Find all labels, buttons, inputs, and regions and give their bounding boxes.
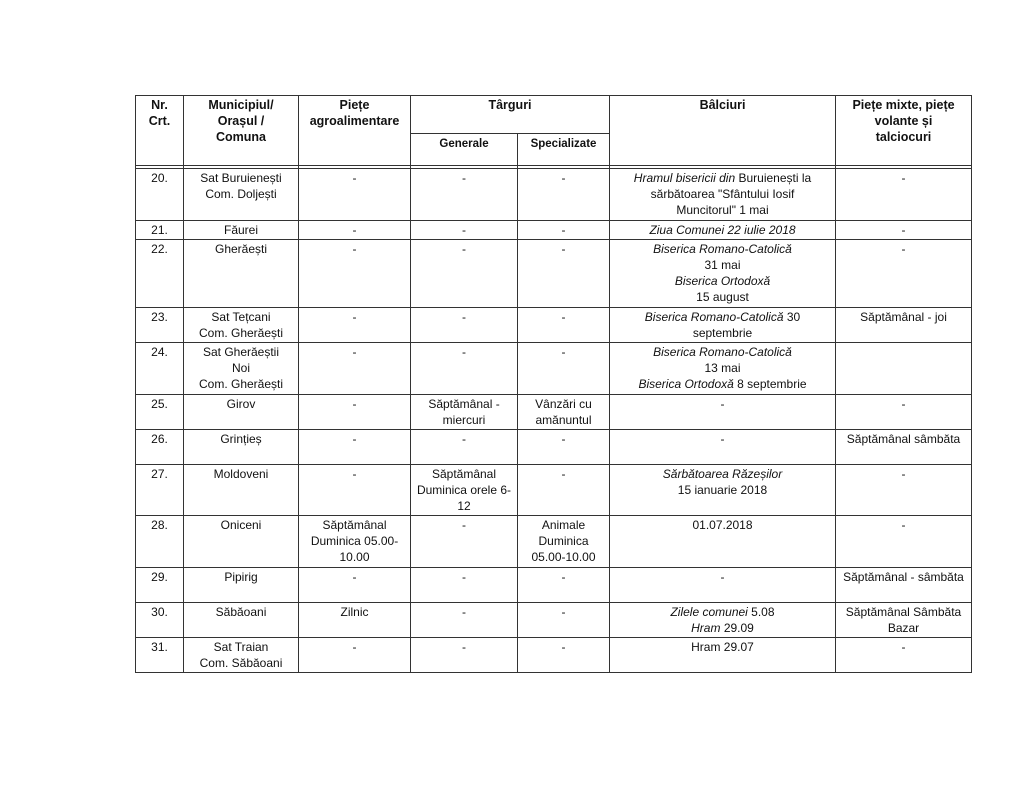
balci-cell: 01.07.2018 bbox=[610, 516, 836, 568]
balci-cell: - bbox=[610, 430, 836, 465]
balci-cell: Biserica Romano-Catolică 31 mai Biserica Ortodoxă 15 august bbox=[610, 240, 836, 308]
balci-cell: Ziua Comunei 22 iulie 2018 bbox=[610, 221, 836, 240]
table-row: 25. Girov - Săptămânal - miercuri Vânzări cu amănuntul - - bbox=[136, 395, 972, 430]
table-row: 27. Moldoveni - Săptămânal Duminica orele 6-12 - Sărbătoarea Răzeșilor 15 ianuarie 2018 - bbox=[136, 465, 972, 516]
balci-cell: Hram 29.07 bbox=[610, 638, 836, 673]
header-balciuri: Bâlciuri bbox=[610, 96, 836, 166]
header-targuri: Târguri bbox=[411, 96, 610, 134]
table-row: 26. Grințieș - - - - Săptămânal sâmbăta bbox=[136, 430, 972, 465]
balci-cell: Zilele comunei 5.08 Hram 29.09 bbox=[610, 603, 836, 638]
header-specializate: Specializate bbox=[518, 134, 610, 166]
header-nr: Nr. Crt. bbox=[136, 96, 184, 166]
balci-cell: - bbox=[610, 568, 836, 603]
table-row: 31. Sat Traian Com. Săbăoani - - - Hram 29.07 - bbox=[136, 638, 972, 673]
table-row: 28. Oniceni Săptămânal Duminica 05.00-10.00 - Animale Duminica 05.00-10.00 01.07.2018 - bbox=[136, 516, 972, 568]
table-row: 20. Sat Buruienești Com. Doljești - - - Hramul bisericii din Buruienești la sărbătoarea "Sfântului Iosif Muncitorul" 1 mai - bbox=[136, 169, 972, 221]
table-row: 30. Săbăoani Zilnic - - Zilele comunei 5.08 Hram 29.09 Săptămânal Sâmbăta Bazar bbox=[136, 603, 972, 638]
balci-cell: - bbox=[610, 395, 836, 430]
table-row: 23. Sat Tețcani Com. Gherăești - - - Biserica Romano-Catolică 30 septembrie Săptămânal - joi bbox=[136, 308, 972, 343]
header-municipiu: Municipiul/ Orașul / Comuna bbox=[184, 96, 299, 166]
balci-cell: Hramul bisericii din Buruienești la sărbătoarea "Sfântului Iosif Muncitorul" 1 mai bbox=[610, 169, 836, 221]
header-piete-mixte: Piețe mixte, piețe volante și talciocuri bbox=[836, 96, 972, 166]
fairs-markets-table bbox=[135, 95, 972, 673]
balci-cell: Sărbătoarea Răzeșilor 15 ianuarie 2018 bbox=[610, 465, 836, 516]
balci-cell: Biserica Romano-Catolică 13 mai Biserica Ortodoxă 8 septembrie bbox=[610, 343, 836, 395]
table-row: 21. Făurei - - - Ziua Comunei 22 iulie 2018 - bbox=[136, 221, 972, 240]
table-row: 24. Sat Gherăeștii Noi Com. Gherăești - - - Biserica Romano-Catolică 13 mai Biserica Ortodoxă 8 septembrie bbox=[136, 343, 972, 395]
table-row: 22. Gherăești - - - Biserica Romano-Catolică 31 mai Biserica Ortodoxă 15 august - bbox=[136, 240, 972, 308]
balci-cell: Biserica Romano-Catolică 30 septembrie bbox=[610, 308, 836, 343]
header-piete-agroalimentare: Piețe agroalimentare bbox=[299, 96, 411, 166]
table-row: 29. Pipirig - - - - Săptămânal - sâmbăta bbox=[136, 568, 972, 603]
header-generale: Generale bbox=[411, 134, 518, 166]
